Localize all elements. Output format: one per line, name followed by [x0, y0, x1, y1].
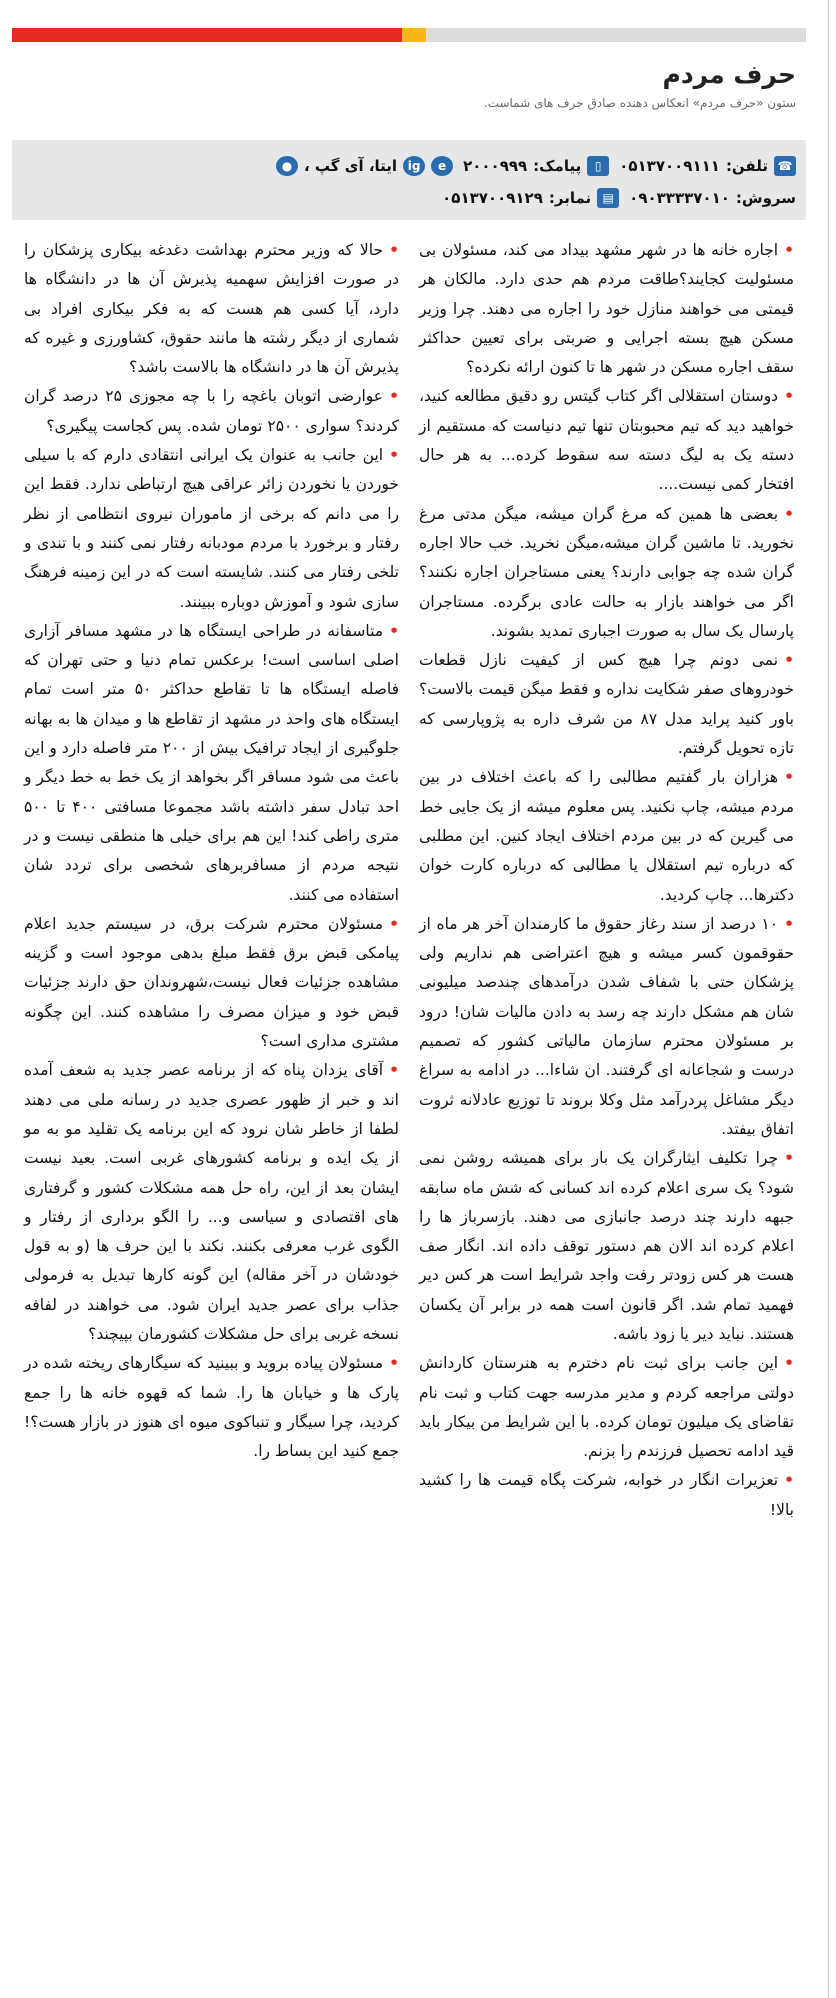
item-text: این جانب به عنوان یک ایرانی انتقادی دارم که با سیلی خوردن یا نخوردن زائر عراقی هیچ ارتباطی ندارد. فقط این را می دانم که برخی از ماموران نیروی انتظامی از نظر رفتار و برخورد با مردم مودبانه رفتار نمی کنند و با تندی و تلخی رفتار می کنند. شایسته است که در این زمینه فرهنگ سازی شود و آموزش دوباره ببینند. — [24, 446, 399, 611]
item-text: عوارضی اتوبان باغچه را با چه مجوزی ۲۵ درصد گران کردند؟ سواری ۲۵۰۰ تومان شده. پس کجاست پیگیری؟ — [24, 387, 399, 435]
bullet-icon: • — [784, 504, 794, 523]
bullet-icon: • — [784, 241, 794, 259]
fax-number: ۰۵۱۳۷۰۰۹۱۲۹ — [442, 189, 543, 207]
list-item — [419, 1466, 794, 1525]
item-text: تعزیرات انگار در خوابه، شرکت پگاه قیمت ها را کشید بالا! — [419, 1471, 794, 1519]
sms-number: ۲۰۰۰۹۹۹ — [463, 157, 528, 175]
bullet-icon: • — [389, 1061, 399, 1080]
bullet-icon: • — [784, 1471, 794, 1490]
phone-number: ۰۵۱۳۷۰۰۹۱۱۱ — [619, 157, 720, 175]
list-item — [24, 441, 399, 617]
item-text: اجاره خانه ها در شهر مشهد بیداد می کند، مسئولان بی مسئولیت کجایند؟طاقت مردم هم حدی دارد. مالکان هر قیمتی می خواهند منازل خود را اجاره می دهند. چرا وزیر مسکن هیچ بسته اجرایی و ضربتی برای تعیین حداکثر سقف اجاره مسکن در شهر ها تا کنون ارائه نکرده؟ — [419, 241, 794, 377]
color-bar-red — [12, 28, 402, 42]
apps-item — [276, 156, 453, 176]
fax-label: نمابر: — [548, 189, 592, 207]
item-text: این جانب برای ثبت نام دخترم به هنرستان کاردانش دولتی مراجعه کردم و مدیر مدرسه جهت کتاب و ثبت نام تقاضای یک میلیون تومان کرده. با این شرایط من بیکار باید قید ادامه تحصیل فرزندم را بزنم. — [419, 1354, 794, 1461]
item-text: نمی دونم چرا هیچ کس از کیفیت نازل قطعات خودروهای صفر شکایت نداره و فقط میگن قیمت بالاست؟ باور کنید پراید مدل ۸۷ من شرف داره به پژوپارسی که تازه تحویل گرفتم. — [419, 651, 794, 758]
sms-item — [463, 156, 609, 176]
bullet-icon: • — [784, 1149, 794, 1168]
list-item — [419, 763, 794, 909]
columns-container — [24, 236, 794, 1525]
soroush-item — [629, 189, 796, 207]
igap-icon: ig — [403, 156, 425, 176]
bullet-icon: • — [389, 621, 399, 640]
contact-box — [12, 140, 806, 220]
page-subtitle: ستون «حرف مردم» انعکاس دهنده صادق حرف های شماست. — [483, 96, 796, 110]
column-header — [12, 52, 806, 110]
phone-label: تلفن: — [725, 157, 768, 175]
color-bar-gray — [426, 28, 806, 42]
soroush-label: سروش: — [735, 189, 796, 207]
eitaa-icon: e — [431, 156, 453, 176]
item-text: هزاران بار گفتیم مطالبی را که باعث اختلاف در بین مردم میشه، چاپ نکنید. پس معلوم میشه از یک جایی خط می گیرین که در بین مردم اختلاف ایجاد کنین. این مطلبی که درباره تیم استقلال یا مطالبی که درباره کارت خوان دکترها... چاپ کردید. — [419, 768, 794, 904]
fax-item — [442, 188, 619, 208]
item-text: مسئولان پیاده بروید و ببینید که سیگارهای ریخته شده در پارک ها و خیابان ها را. شما که قهوه خانه ها را جمع کردید، چرا سیگار و تنباکوی میوه ای هنوز در بازار هست؟! جمع کنید این بساط را. — [24, 1354, 399, 1461]
contact-row-2 — [442, 184, 796, 212]
mobile-icon: ▯ — [587, 156, 609, 176]
bullet-icon: • — [389, 914, 399, 933]
list-item — [419, 236, 794, 382]
soroush-number: ۰۹۰۳۳۳۳۷۰۱۰ — [629, 189, 730, 207]
list-item — [24, 910, 399, 1056]
list-item — [419, 1349, 794, 1466]
item-text: ۱۰ درصد از سند رغاز حقوق ما کارمندان آخر هر ماه از حقوقمون کسر میشه و هیچ اعتراضی هم نداریم ولی پزشکان حتی با شفاف شدن درآمدهای چندصد میلیونی شان هم مشکل دارند چه رسد به دادن مالیات شان! درود بر مسئولان محترم سازمان مالیاتی کشور که تصمیم درست و شجاعانه ای گرفتند. ان شاءا... در ادامه به سراغ دیگر مشاغل پردرآمد مثل وکلا بروند تا توزیع عادلانه ثروت اتفاق بیفتد. — [419, 914, 794, 1138]
list-item — [24, 382, 399, 441]
list-item — [419, 1144, 794, 1349]
apps-text: ایتا، آی گپ ، — [303, 157, 398, 175]
list-item — [419, 910, 794, 1144]
soroush-app-icon: ● — [276, 156, 298, 176]
list-item — [24, 1349, 399, 1466]
item-text: آقای یزدان پناه که از برنامه عصر جدید به شعف آمده اند و خبر از ظهور عصری جدید در رسانه ملی می دهند لطفا از خاطر شان نرود که این برنامه یک تقلید مو به مو از یک ایده و برنامه کشورهای غربی است. بعید نیست ایشان بعد از این، راه حل همه مشکلات کشور و گرفتاری های اقتصادی و سیاسی و... را الگو برداری از رفتار و الگوی غرب معرفی بکنند. نکند با این حرف ها (و به قول خودشان در آخر مقاله) این گونه کارها تبدیل به فرمولی جذاب برای عصر جدید ایران شود. می خواهند در لفافه نسخه غربی برای حل مشکلات کشورمان بپیچند؟ — [24, 1061, 399, 1343]
page-title: حرف مردم — [662, 60, 796, 89]
list-item — [24, 1056, 399, 1349]
column-right — [419, 236, 794, 1525]
sms-label: پیامک: — [533, 157, 582, 175]
page-edge-line — [828, 0, 829, 1998]
list-item — [419, 646, 794, 763]
column-left — [24, 236, 399, 1525]
fax-icon: ▤ — [597, 188, 619, 208]
item-text: حالا که وزیر محترم بهداشت دغدغه بیکاری پزشکان را در صورت افزایش سهمیه پذیرش آن ها در دانشگاه ها دارد، آیا کسی هم هست که به فکر بیکاری افراد بی شماری از دیگر رشته ها مانند حقوق، کشاورزی و غیره که پذیرش آن ها در دانشگاه ها بالاست باشد؟ — [24, 241, 399, 377]
bullet-icon: • — [784, 768, 794, 787]
bullet-icon: • — [784, 1354, 794, 1373]
color-bar — [12, 28, 806, 42]
bullet-icon: • — [389, 241, 399, 259]
item-text: دوستان استقلالی اگر کتاب گیتس رو دقیق مطالعه کنید، خواهید دید که تیم محبوبتان تنها تیم دنیاست که مستقیم از دسته یک به لیگ دسته سه سقوط کرده... به هر حال افتخار کمی نیست.... — [419, 387, 794, 494]
phone-icon: ☎ — [774, 156, 796, 176]
list-item — [419, 500, 794, 646]
bullet-icon: • — [389, 387, 399, 406]
list-item — [419, 382, 794, 499]
phone-item — [619, 156, 796, 176]
color-bar-yellow — [402, 28, 426, 42]
item-text: متاسفانه در طراحی ایستگاه ها در مشهد مسافر آزاری اصلی اساسی است! برعکس تمام دنیا و حتی تهران که فاصله ایستگاه ها تا تقاطع حداکثر ۵۰ متر است تمام ایستگاه های واحد در مشهد از تقاطع ها و میدان ها به بهانه جلوگیری از ایجاد ترافیک بیش از ۲۰۰ متر فاصله دارد و این باعث می شود مسافر اگر بخواهد از یک خط به خط دیگر و احد تبادل سفر داشته باشد مجموعا مسافتی ۴۰۰ تا ۵۰۰ متری راطی کند! این هم برای خیلی ها منطقی نیست و در نتیجه مردم از مسافربرهای شخصی برای تردد شان استفاده می کنند. — [24, 621, 400, 904]
bullet-icon: • — [784, 387, 794, 406]
item-text: مسئولان محترم شرکت برق، در سیستم جدید اعلام پیامکی قبض برق فقط مبلغ بدهی موجود است و گزینه مشاهده جزئیات فعال نیست،شهروندان حق دارند جزئیات قبض خود و میزان مصرف را مشاهده کنند. این چگونه مشتری مداری است؟ — [24, 914, 399, 1051]
bullet-icon: • — [389, 446, 399, 465]
bullet-icon: • — [784, 651, 794, 670]
item-text: بعضی ها همین که مرغ گران میشه، میگن مدتی مرغ نخورید. تا ماشین گران میشه،میگن نخرید. خب حالا اجاره گران شده چه جوابی دارند؟ یعنی مستاجران اجاره نکنند؟ اگر می خواهند بازار به حالت عادی برگرده. مستاجران پارسال یک سال به صورت اجباری تمدید بشوند. — [419, 504, 794, 640]
bullet-icon: • — [784, 914, 794, 933]
item-text: چرا تکلیف ایثارگران یک بار برای همیشه روشن نمی شود؟ یک سری اعلام کرده اند کسانی که شش ماه سابقه جبهه دارند چند درصد جانبازی می دهند. بازسرباز ها را اعلام کرده اند الان هم دستور توقف داده اند. انگار صف هست هر کس زودتر رفت واجد شرایط است هر کس دیر فهمید تمام شد. اگر قانون است همه در برابر آن یکسان هستند. نباید دیر یا زود باشه. — [419, 1149, 794, 1343]
list-item — [24, 236, 399, 382]
contact-row-1 — [276, 152, 796, 180]
list-item — [24, 617, 399, 910]
bullet-icon: • — [389, 1354, 399, 1373]
